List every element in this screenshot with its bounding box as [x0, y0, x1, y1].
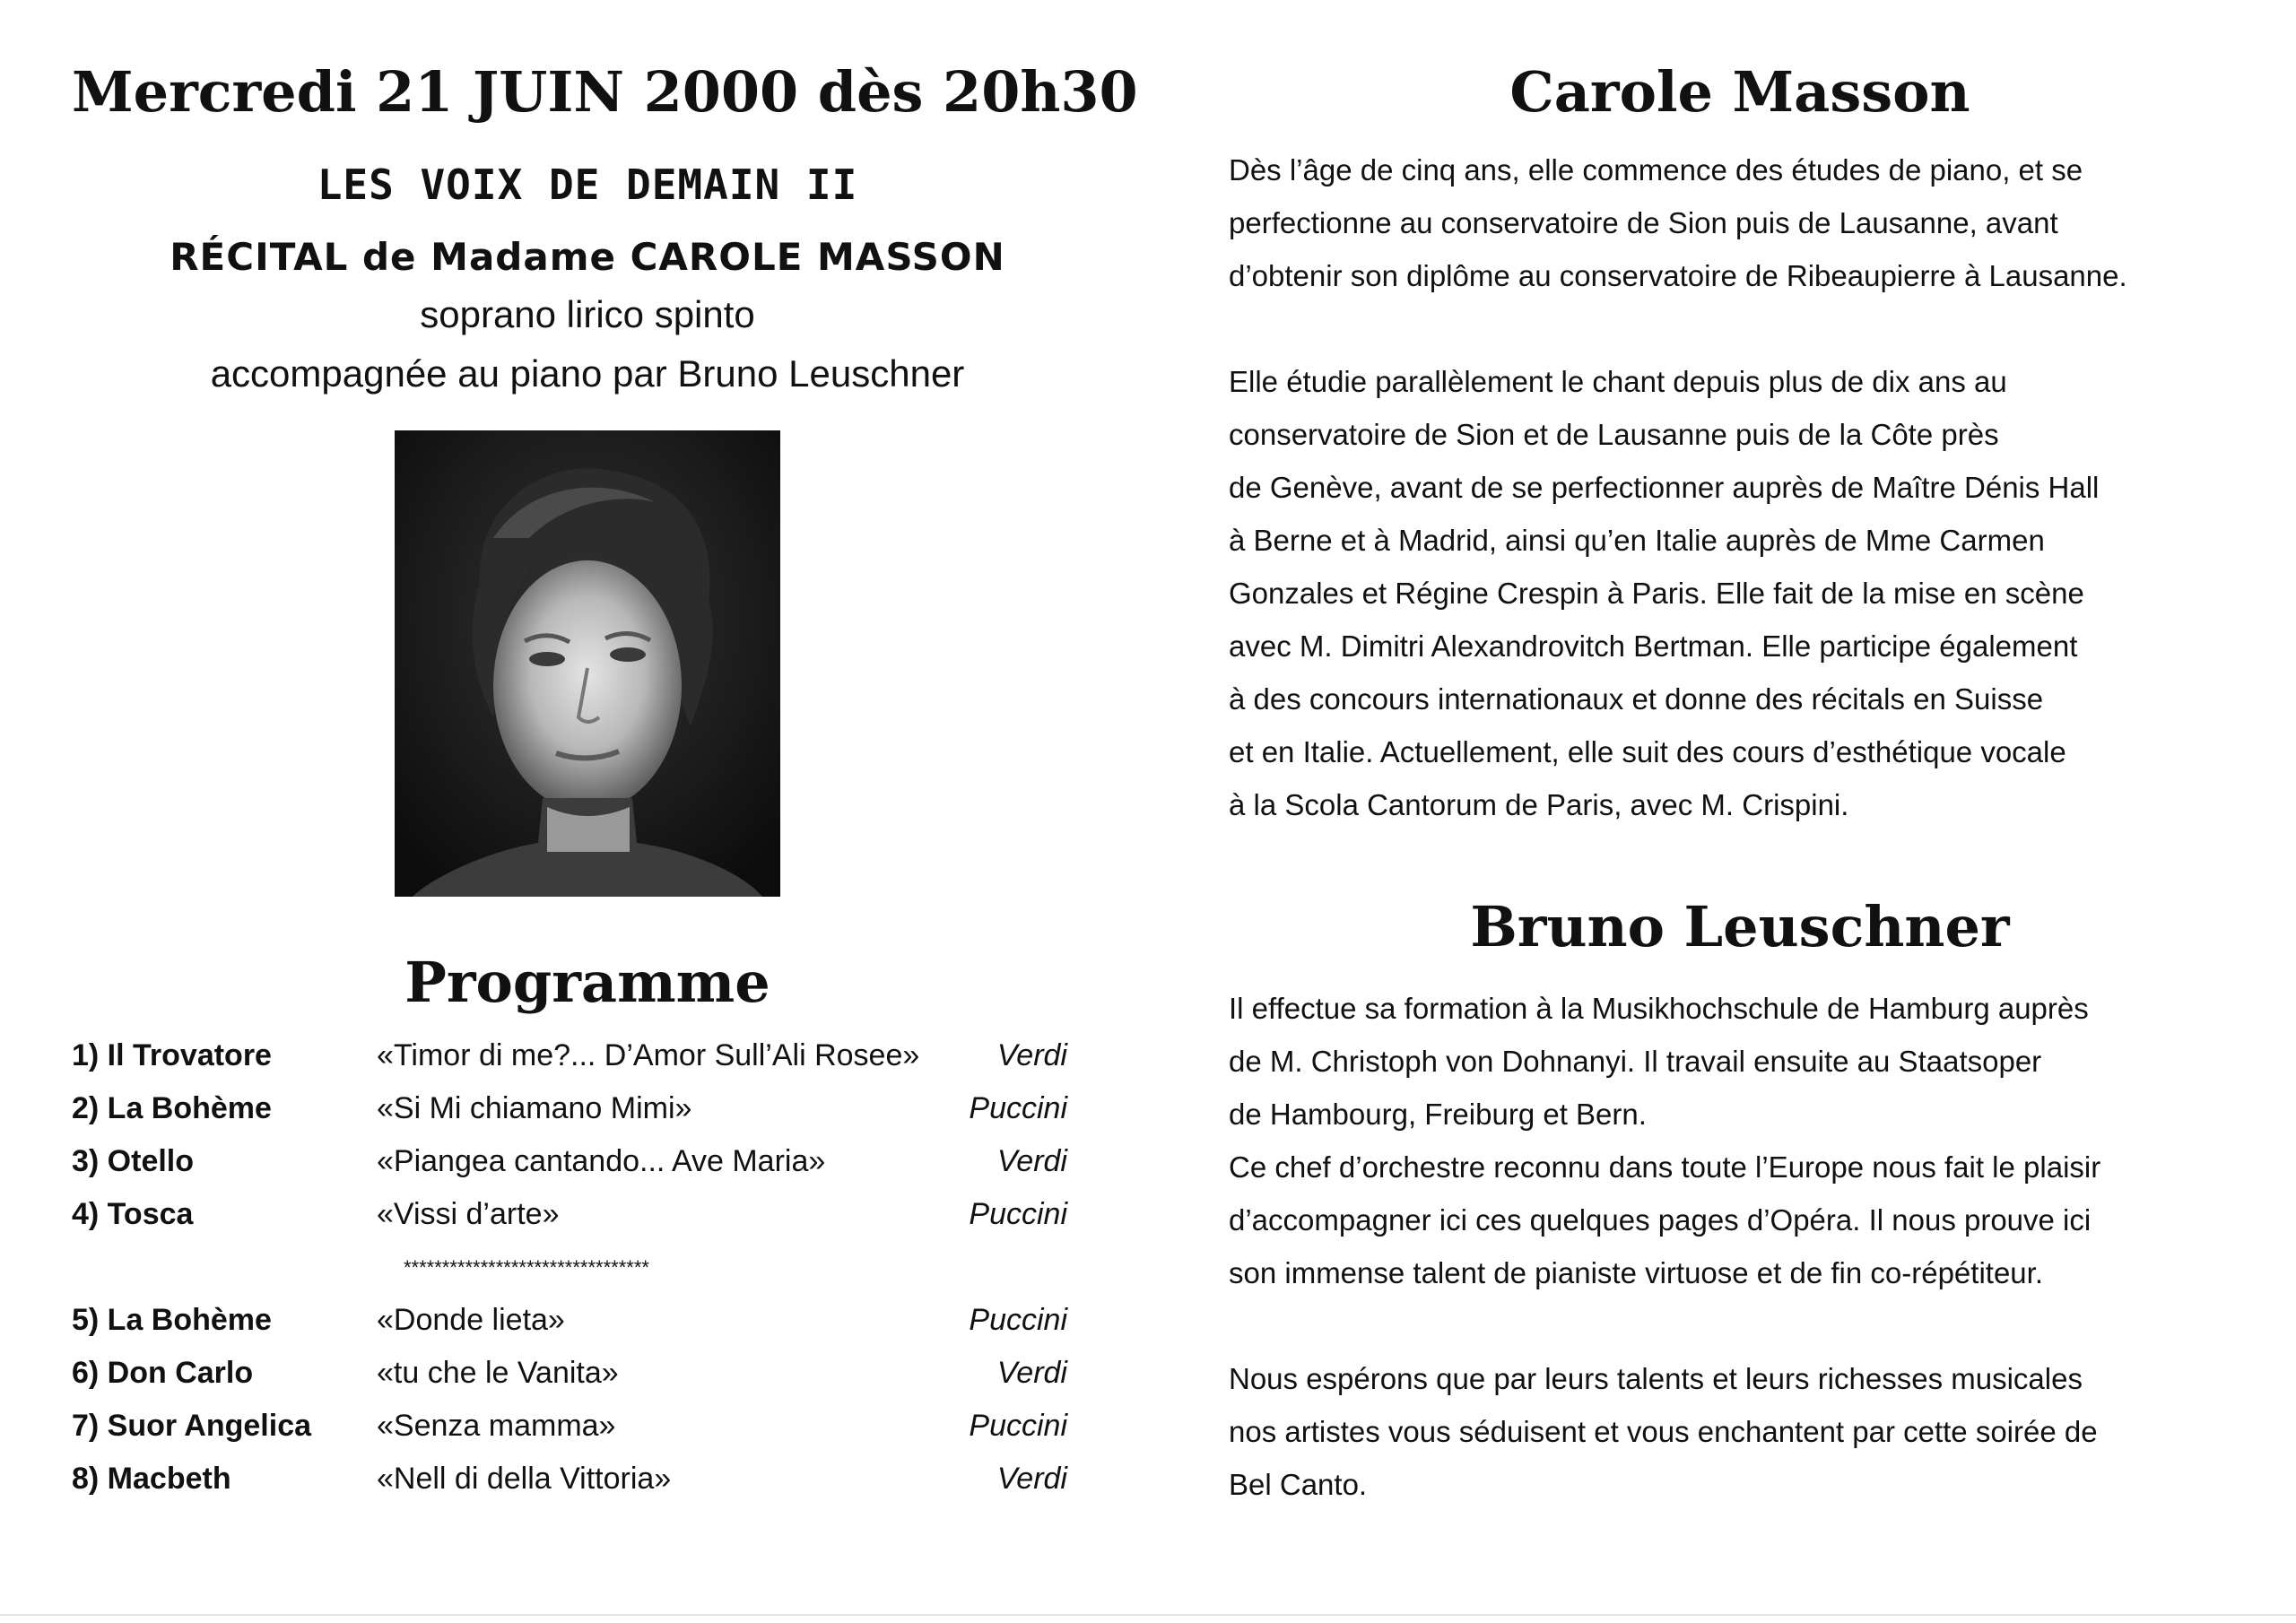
left-column	[72, 54, 1138, 1506]
programme-composer: Puccini	[969, 1197, 1067, 1231]
date-heading: Mercredi 21 JUIN 2000 dès 20h30	[72, 59, 1138, 125]
programme-aria: «Vissi d’arte»	[377, 1197, 560, 1231]
bio-line: à des concours internationaux et donne des récitals en Suisse	[1229, 682, 2044, 716]
programme-aria: «Senza mamma»	[377, 1409, 616, 1443]
programme-item	[72, 1188, 1094, 1241]
programme-opera: 5) La Bohème	[72, 1303, 272, 1337]
right-column	[1229, 54, 2251, 1511]
event-title: LES VOIX DE DEMAIN II	[317, 161, 858, 209]
bio-line: Elle étudie parallèlement le chant depuis plus de dix ans au	[1229, 365, 2007, 398]
bio-line: son immense talent de pianiste virtuose et de fin co-répétiteur.	[1229, 1256, 2043, 1289]
programme-composer: Puccini	[969, 1091, 1067, 1125]
programme-opera: 6) Don Carlo	[72, 1356, 254, 1390]
bio-line: de M. Christoph von Dohnanyi. Il travail ensuite au Staatsoper	[1229, 1045, 2042, 1078]
bio-line: Il effectue sa formation à la Musikhochschule de Hamburg auprès	[1229, 992, 2089, 1025]
programme-composer: Verdi	[996, 1144, 1067, 1178]
programme-item	[72, 1400, 1094, 1453]
bio-line: conservatoire de Sion et de Lausanne puis de la Côte près	[1229, 418, 1999, 451]
bio-line: d’obtenir son diplôme au conservatoire de Ribeaupierre à Lausanne.	[1229, 259, 2127, 292]
bio-line: perfectionne au conservatoire de Sion puis de Lausanne, avant	[1229, 206, 2058, 239]
programme-composer: Puccini	[969, 1303, 1067, 1337]
bio-line: à Berne et à Madrid, ainsi qu’en Italie auprès de Mme Carmen	[1229, 524, 2045, 557]
bio-line: Ce chef d’orchestre reconnu dans toute l’Europe nous fait le plaisir	[1229, 1150, 2101, 1184]
bio-line: avec M. Dimitri Alexandrovitch Bertman. Elle participe également	[1229, 629, 2078, 663]
programme-opera: 8) Macbeth	[72, 1462, 231, 1496]
programme-aria: «tu che le Vanita»	[377, 1356, 619, 1390]
programme-item	[72, 1135, 1094, 1188]
programme-list	[72, 1029, 1094, 1506]
programme-aria: «Piangea cantando... Ave Maria»	[377, 1144, 826, 1178]
programme-aria: «Timor di me?... D’Amor Sull’Ali Rosee»	[377, 1038, 920, 1072]
programme-item	[72, 1082, 1094, 1135]
bruno-heading: Bruno Leuschner	[1470, 894, 2010, 959]
programme-item	[72, 1347, 1094, 1400]
programme-composer: Puccini	[969, 1409, 1067, 1443]
programme-separator: ********************************	[404, 1256, 649, 1279]
bio-line: nos artistes vous séduisent et vous enchantent par cette soirée de	[1229, 1415, 2098, 1448]
bio-line: Bel Canto.	[1229, 1468, 1368, 1501]
programme-item	[72, 1453, 1094, 1506]
voice-type: soprano lirico spinto	[420, 293, 755, 335]
programme-composer: Verdi	[996, 1462, 1067, 1496]
bio-line: à la Scola Cantorum de Paris, avec M. Crispini.	[1229, 788, 1849, 821]
accompaniment-line: accompagnée au piano par Bruno Leuschner	[210, 352, 965, 395]
programme-item	[72, 1294, 1094, 1347]
programme-composer: Verdi	[996, 1356, 1067, 1390]
programme-aria: «Nell di della Vittoria»	[377, 1462, 672, 1496]
carole-bio-paragraph-2	[1229, 355, 2251, 831]
bio-line: de Genève, avant de se perfectionner auprès de Maître Dénis Hall	[1229, 471, 2100, 504]
recital-line: RÉCITAL de Madame CAROLE MASSON	[170, 235, 1005, 279]
bio-line: de Hambourg, Freiburg et Bern.	[1229, 1098, 1647, 1131]
programme-opera: 7) Suor Angelica	[72, 1409, 312, 1443]
bio-line: Gonzales et Régine Crespin à Paris. Elle fait de la mise en scène	[1229, 577, 2084, 610]
programme-aria: «Si Mi chiamano Mimi»	[377, 1091, 692, 1125]
programme-item	[72, 1029, 1094, 1082]
portrait-photo	[395, 430, 780, 897]
programme-opera: 2) La Bohème	[72, 1091, 272, 1125]
programme-opera: 1) Il Trovatore	[72, 1038, 272, 1072]
bio-line: et en Italie. Actuellement, elle suit des cours d’esthétique vocale	[1229, 735, 2066, 768]
programme-opera: 3) Otello	[72, 1144, 195, 1178]
programme-opera: 4) Tosca	[72, 1197, 194, 1231]
bio-line: Nous espérons que par leurs talents et leurs richesses musicales	[1229, 1362, 2083, 1395]
bio-line: Dès l’âge de cinq ans, elle commence des études de piano, et se	[1229, 153, 2083, 187]
bottom-edge-line	[0, 1614, 2296, 1616]
programme-heading: Programme	[404, 950, 770, 1015]
bruno-bio-paragraph	[1229, 982, 2251, 1299]
carole-heading: Carole Masson	[1509, 59, 1970, 125]
carole-bio-paragraph-1	[1229, 143, 2251, 302]
programme-composer: Verdi	[996, 1038, 1067, 1072]
bio-line: d’accompagner ici ces quelques pages d’Opéra. Il nous prouve ici	[1229, 1203, 2092, 1237]
closing-paragraph	[1229, 1352, 2251, 1511]
programme-aria: «Donde lieta»	[377, 1303, 565, 1337]
